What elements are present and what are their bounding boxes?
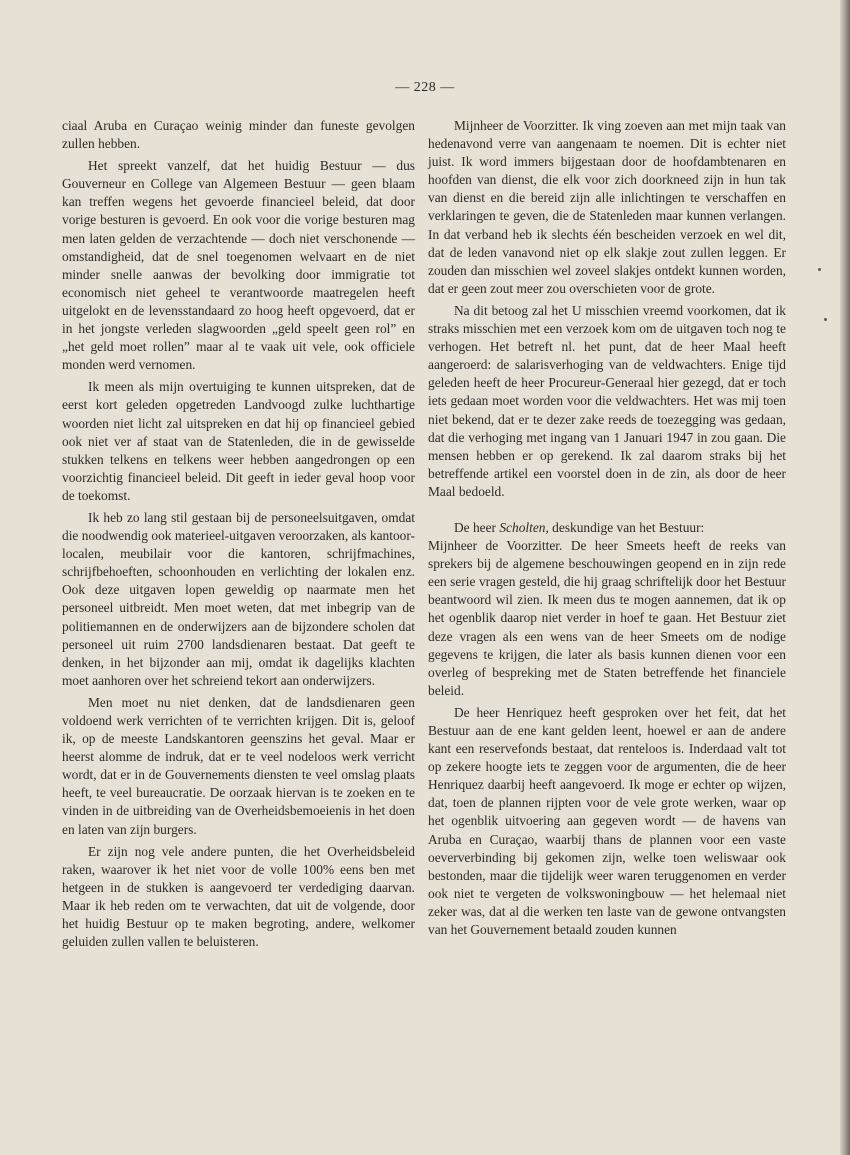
speaker-heading: [428, 519, 786, 537]
paragraph: Mijnheer de Voorzitter. De heer Smeets heeft de reeks van sprekers bij de algemene beschouwingen geopend en in zijn rede een serie vragen gesteld, die hij graag schriftelijk door het Bestuur beantwoord wil zien. Ik meen dus te mogen aannemen, dat ik op het ogenblik daarop niet verder in hoef te gaan. Het Bestuur ziet deze vragen als een wens van de heer Smeets om de nodige gegevens te krijgen, die later als basis kunnen dienen voor een overleg of bespreking met de Staten betreffende het financiele beleid.: [428, 538, 786, 698]
paragraph: ciaal Aruba en Curaçao weinig minder dan funeste gevolgen zullen hebben.: [62, 118, 415, 152]
paragraph: De heer Henriquez heeft gesproken over het feit, dat het Bestuur aan de ene kant gelden leent, hoewel er aan de andere kant een reservefonds bestaat, dat renteloos is. Inderdaad valt tot op zekere hoogte iets te zeggen voor de argumenten, die de heer Henriquez daarbij heeft aangevoerd. Ik moge er echter op wijzen, dat, toen de plannen rijpten voor de vele grote werken, waar op het ogenblik uitvoering aan gegeven wordt — de havens van Aruba en Curaçao, waarbij thans de plannen voor een vaste oeververbinding bij gekomen zijn, welke toen weliswaar ook bestonden, maar die tijdelijk weer waren teruggenomen en verder ook niet te vergeten de volkswoningbouw — het helemaal niet zeker was, dat al die werken ten laste van de gewone ontvangsten van het Gouvernement betaald zouden kunnen: [428, 704, 786, 938]
paragraph: Ik meen als mijn overtuiging te kunnen uitspreken, dat de eerst kort geleden opgetreden Landvoogd zulke luchthartige woorden niet licht zal uitspreken en dat hij op financieel gebied ook niet ver af staat van de Statenleden, die in de gewisselde stukken telkens en telkens weer hebben aangedrongen op een voorzichtig financieel beleid. Dit geeft in ieder geval hoop voor de toekomst.: [62, 379, 415, 503]
page-edge-shadow: [840, 0, 850, 1155]
scan-speck: [818, 268, 821, 271]
speaker-role: deskundige van het Bestuur:: [548, 519, 705, 535]
paragraph: Na dit betoog zal het U misschien vreemd voorkomen, dat ik straks misschien met een verzoek kom om de uitgaven toch nog te verhogen. Het betreft nl. het punt, dat de heer Maal heeft aangeroerd: de salarisverhoging van de veldwachters. Enige tijd geleden heeft de heer Procureur-Generaal hier gezegd, dat er toch iets gedaan moet worden voor die veldwachters. Het was mij toen niet bekend, dat er te dezer zake reeds de toezegging was gedaan, dat die verhoging met ingang van 1 Januari 1947 in zou gaan. Die mensen hebben er op gerekend. Ik zal daarom straks bij het betreffende artikel een voorstel doen in de zin, als door de heer Maal bedoeld.: [428, 302, 786, 499]
speaker-name: Scholten,: [499, 519, 549, 535]
speaker-intro: De heer: [454, 519, 500, 535]
paragraph: Het spreekt vanzelf, dat het huidig Bestuur — dus Gouverneur en College van Algemeen Bestuur — geen blaam kan treffen wegens het gevoerde financieel beleid, dat door vorige besturen is gevoerd. En ook voor die vorige besturen mag men laten gelden de verzachtende — doch niet verschonende — omstandigheid, dat de snel toegenomen welvaart en de niet minder snelle aanwas der bevolking door immigratie tot economisch niet geheel te verantwoorde maatregelen heeft uitgelokt en de levensstandaard zo hoog heeft opgevoerd, dat er in het jongste verleden slagwoorden „geld speelt geen rol” en „het geld moet rollen” maar al te vaak uit vele, ook officiele monden werd vernomen.: [62, 158, 415, 373]
page-number: — 228 —: [395, 80, 455, 95]
paragraph: Men moet nu niet denken, dat de landsdienaren geen voldoend werk verrichten of te verrichten krijgen. Dit is, geloof ik, op de meeste Landskantoren geenszins het geval. Maar er heerst alomme de indruk, dat er te veel nodeloos werk verricht wordt, dat er in de Gouvernements diensten te veel omslag plaats heeft, te veel bureaucratie. De oorzaak hiervan is te zoeken en te vinden in de uitbreiding van de Overheidsbemoeienis in het doen en laten van zijn burgers.: [62, 694, 415, 837]
paragraph: Ik heb zo lang stil gestaan bij de personeelsuitgaven, omdat die noodwendig ook materieel-uitgaven veroorzaken, als kantoor-localen, meubilair voor die kantoren, schrijfmachines, schrijfbehoeften, schoonhouden en verlichting der lokalen enz. Ook deze uitgaven lopen geweldig op naarmate men het personeel uitbreidt. Men moet weten, dat met inbegrip van de politiemannen en de onderwijzers aan de bijzondere scholen dat personeel uit ruim 2700 landsdienaren bestaat. Dat geeft te denken, in het bijzonder aan mij, omdat ik dagelijks klachten moet aanhoren over het schreiend tekort aan onderwijzers.: [62, 509, 415, 688]
scan-speck: [824, 318, 827, 321]
right-column: [428, 117, 786, 939]
paragraph: Mijnheer de Voorzitter. Ik ving zoeven aan met mijn taak van hedenavond verre van aangenaam te noemen. Dit is echter niet juist. Ik word immers bijgestaan door de hoofdambtenaren en hoofden van dienst, die elk voor zich doorkneed zijn in hun tak van dienst en die bereid zijn alle inlichtingen te verschaffen en verklaringen te geven, die de Statenleden maar kunnen verlangen. In dat verband heb ik slechts één bescheiden verzoek en wel dit, dat de leden vanavond niet op elk slakje zout zullen leggen. Er zouden dan misschien wel zoveel slakjes ontdekt kunnen worden, dat er geen zout meer zou overschieten voor de grote.: [428, 118, 786, 296]
left-column: [62, 117, 415, 951]
paragraph: Er zijn nog vele andere punten, die het Overheidsbeleid raken, waarover ik het niet voor de volle 100% eens ben met hetgeen in de stukken is aangevoerd ter verdediging daarvan. Maar ik heb reden om te verwachten, dat uit de volgende, door het huidig Bestuur op te maken begroting, andere, welkomer geluiden zullen vallen te beluisteren.: [62, 843, 415, 950]
